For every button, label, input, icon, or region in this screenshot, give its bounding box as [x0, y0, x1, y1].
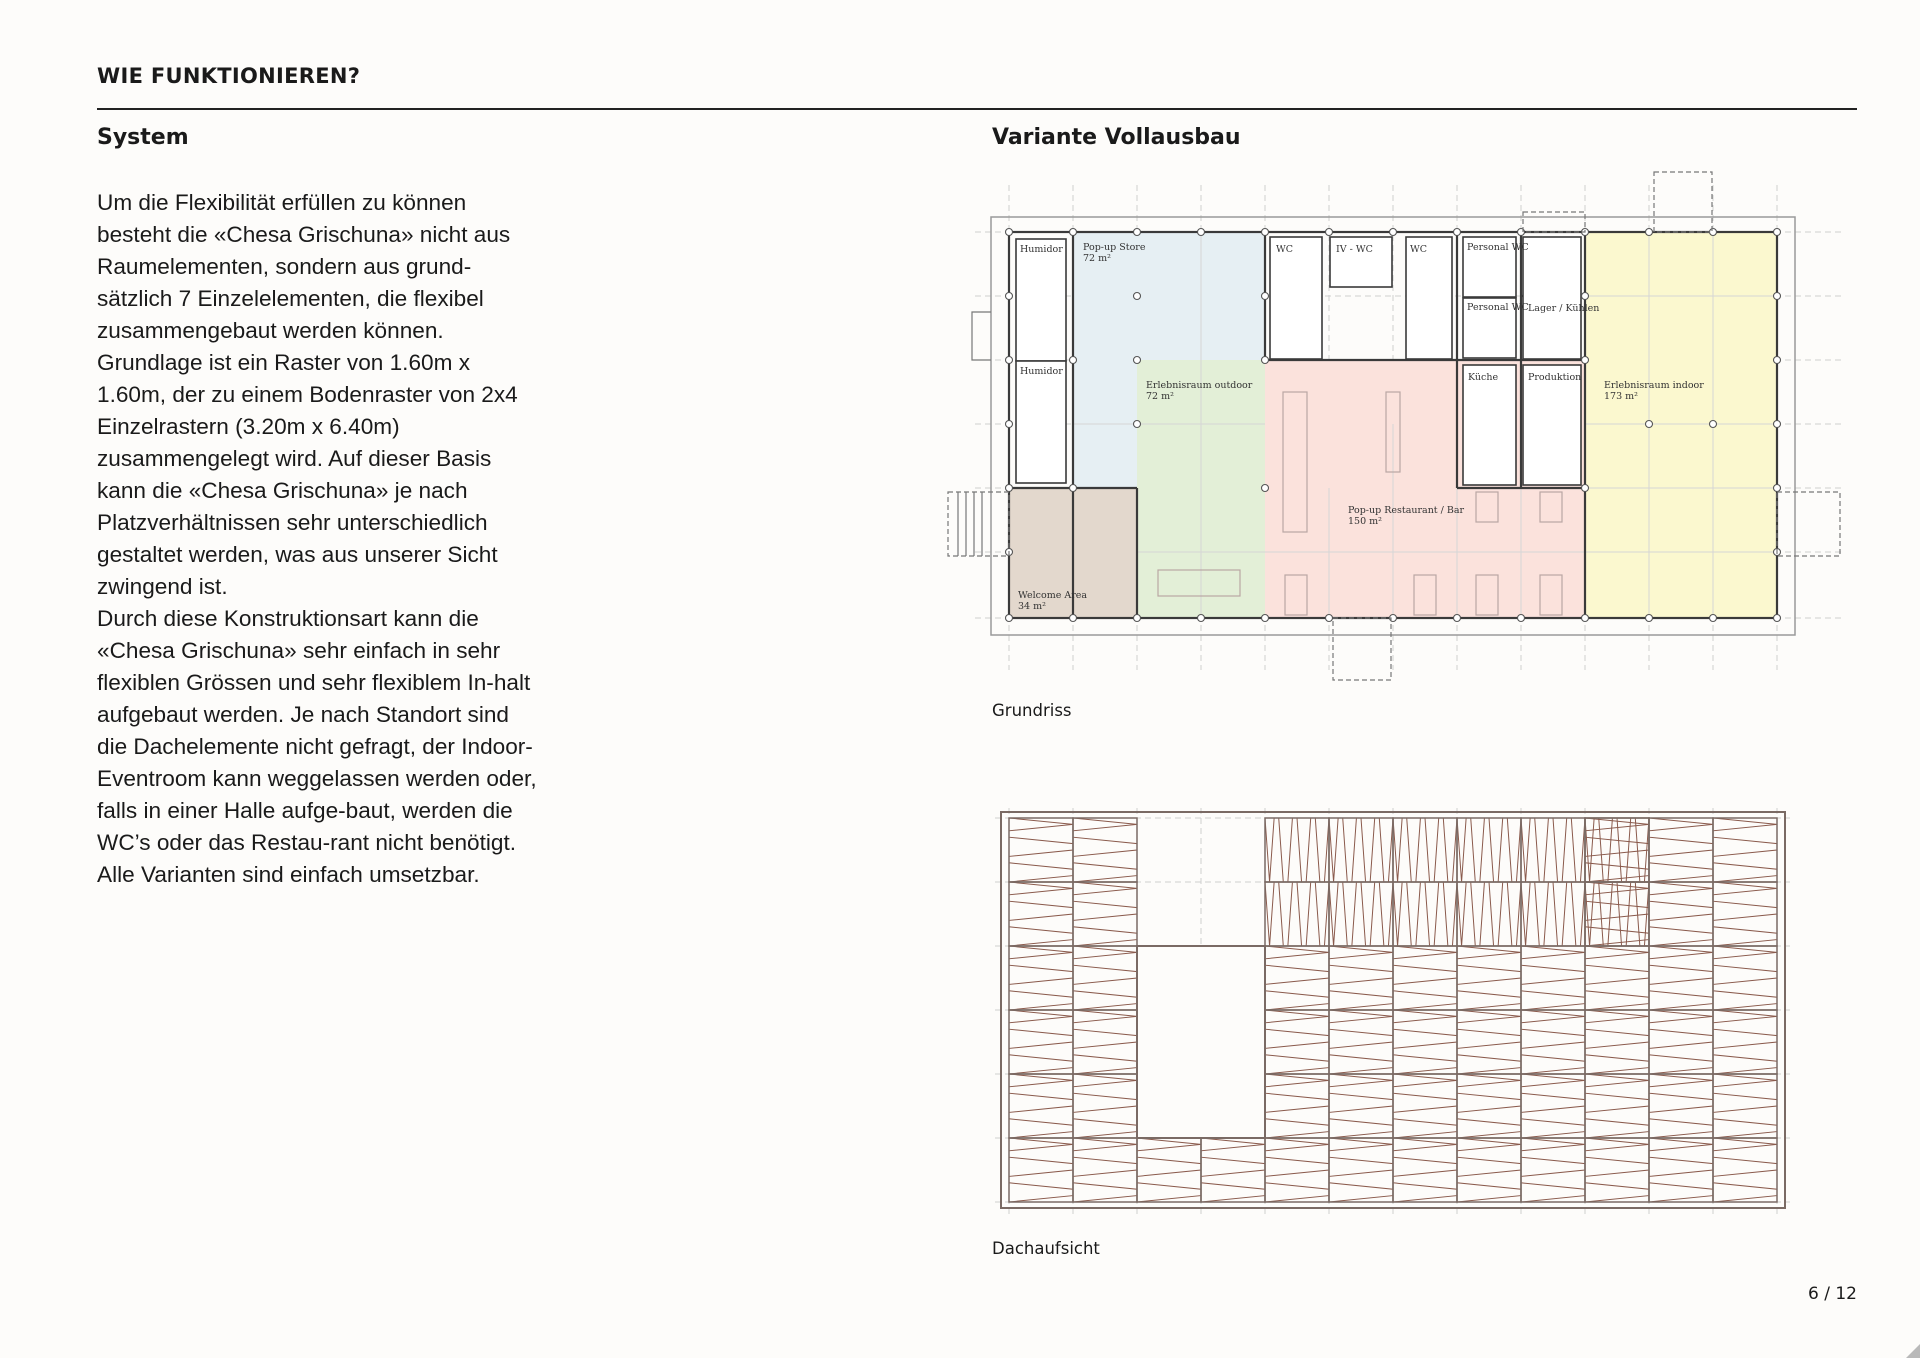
label-humidor-2: Humidor [1020, 366, 1063, 377]
label-wc-2: WC [1410, 244, 1428, 255]
label-personal-wc-1: Personal WC [1467, 242, 1529, 253]
label-popup-store-area: 72 m² [1083, 253, 1111, 264]
label-erlebnis-indoor: Erlebnisraum indoor [1604, 380, 1704, 391]
label-restaurant: Pop-up Restaurant / Bar [1348, 505, 1465, 516]
system-paragraph-1: Um die Flexibilität erfüllen zu können besteht die «Chesa Grischuna» nicht aus Raumelementen, sondern aus grund-sätzlich 7 Einzelelementen, die flexibel zusammengebaut werden können. Grundlage ist ein Raster von 1.60m x 1.60m, der zu einem Bodenraster von 2x4 Einzelrastern (3.20m x 6.40m) zusammengelegt wird. Auf dieser Basis kann die «Chesa Grischuna» je nach Platzverhältnissen sehr unterschiedlich gestaltet werden, was aus unserer Sicht zwingend ist. [97, 190, 518, 599]
label-welcome: Welcome Area [1018, 590, 1088, 601]
page-heading: WIE FUNKTIONIEREN? [97, 64, 361, 88]
floorplan-drawing [937, 165, 1857, 685]
header-divider [97, 108, 1857, 110]
page-number: 6 / 12 [1808, 1284, 1857, 1304]
system-title: System [97, 125, 189, 150]
label-wc-1: WC [1276, 244, 1294, 255]
floorplan-figure [937, 165, 1857, 685]
label-popup-store: Pop-up Store [1083, 242, 1146, 253]
erlebnisraum-indoor-zone [1585, 232, 1777, 618]
label-humidor-1: Humidor [1020, 244, 1063, 255]
label-produktion: Produktion [1528, 372, 1582, 383]
floorplan-caption: Grundriss [992, 701, 1072, 720]
variant-title: Variante Vollausbau [992, 125, 1241, 150]
label-lager: Lager / Kühlen [1528, 303, 1600, 314]
label-restaurant-area: 150 m² [1348, 516, 1382, 527]
label-kueche: Küche [1468, 372, 1499, 383]
label-welcome-area: 34 m² [1018, 601, 1046, 612]
roof-plan-figure [937, 800, 1857, 1225]
roof-plan-drawing [937, 800, 1857, 1225]
label-erlebnis-outdoor: Erlebnisraum outdoor [1146, 380, 1253, 391]
system-body [97, 187, 537, 891]
roof-plan-caption: Dachaufsicht [992, 1239, 1100, 1258]
page-fold-corner [1906, 1344, 1920, 1358]
label-erlebnis-outdoor-area: 72 m² [1146, 391, 1174, 402]
label-erlebnis-indoor-area: 173 m² [1604, 391, 1638, 402]
label-iv-wc: IV - WC [1336, 244, 1373, 255]
system-paragraph-2: Durch diese Konstruktionsart kann die «Chesa Grischuna» sehr einfach in sehr flexiblen Grössen und sehr flexiblem In-halt aufgebaut werden. Je nach Standort sind die Dachelemente nicht gefragt, der Indoor-Eventroom kann weggelassen werden oder, falls in einer Halle aufge-baut, werden die WC’s oder das Restau-rant nicht benötigt. Alle Varianten sind einfach umsetzbar. [97, 606, 537, 887]
label-personal-wc-2: Personal WC [1467, 302, 1529, 313]
